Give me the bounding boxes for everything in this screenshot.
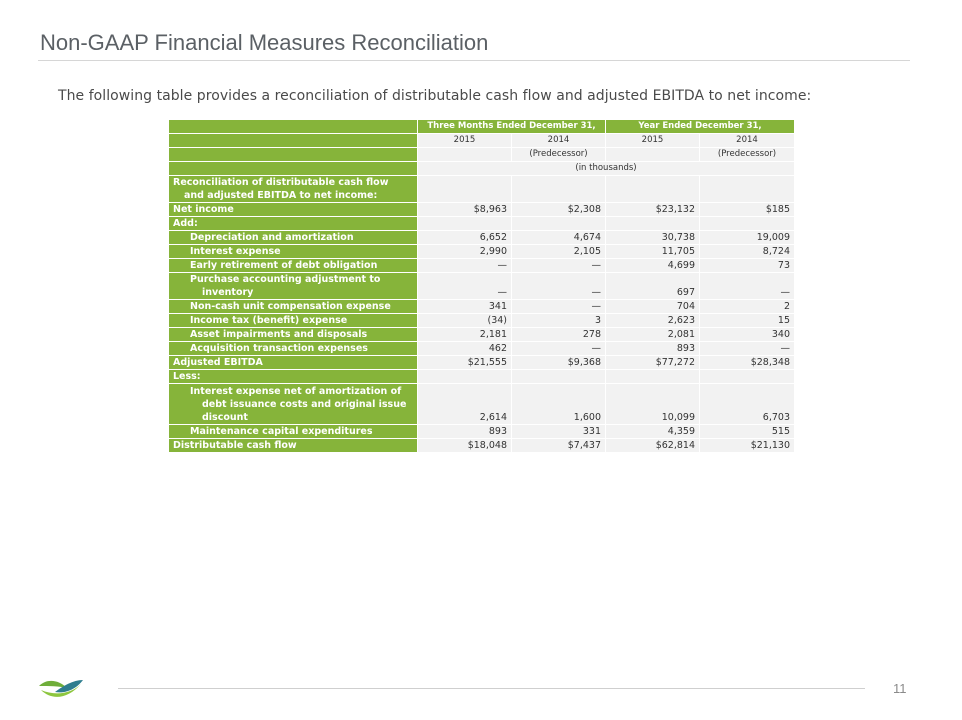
row-label: Net income bbox=[169, 203, 418, 217]
title-divider bbox=[38, 60, 910, 61]
table-row bbox=[169, 273, 795, 300]
value-cell: 704 bbox=[606, 300, 700, 314]
value-cell: — bbox=[512, 300, 606, 314]
reconciliation-table bbox=[169, 120, 795, 453]
value-cell: — bbox=[418, 259, 512, 273]
value-cell: 1,600 bbox=[512, 384, 606, 425]
value-cell: 893 bbox=[418, 425, 512, 439]
predecessor-label: (Predecessor) bbox=[512, 148, 606, 162]
value-cell: 4,359 bbox=[606, 425, 700, 439]
value-cell: $21,555 bbox=[418, 356, 512, 370]
value-cell: 4,699 bbox=[606, 259, 700, 273]
row-label: Less: bbox=[169, 370, 418, 384]
value-cell: 515 bbox=[700, 425, 795, 439]
group-header-year: Year Ended December 31, bbox=[606, 120, 795, 134]
table-row bbox=[169, 384, 795, 425]
footer-divider bbox=[118, 688, 865, 689]
value-cell: 697 bbox=[606, 273, 700, 300]
row-label: Add: bbox=[169, 217, 418, 231]
value-cell: 2,105 bbox=[512, 245, 606, 259]
section-heading-row bbox=[169, 176, 795, 203]
table-row bbox=[169, 231, 795, 245]
row-label: Asset impairments and disposals bbox=[169, 328, 418, 342]
value-cell: — bbox=[512, 259, 606, 273]
value-cell: 6,703 bbox=[700, 384, 795, 425]
year-header-row bbox=[169, 134, 795, 148]
table-row bbox=[169, 342, 795, 356]
value-cell: 2 bbox=[700, 300, 795, 314]
value-cell: 3 bbox=[512, 314, 606, 328]
value-cell: 341 bbox=[418, 300, 512, 314]
page-number: 11 bbox=[893, 681, 907, 696]
value-cell: $18,048 bbox=[418, 439, 512, 453]
value-cell: 2,081 bbox=[606, 328, 700, 342]
table-row bbox=[169, 245, 795, 259]
table-row bbox=[169, 439, 795, 453]
row-label: Maintenance capital expenditures bbox=[169, 425, 418, 439]
value-cell: 893 bbox=[606, 342, 700, 356]
row-label: Adjusted EBITDA bbox=[169, 356, 418, 370]
value-cell: 462 bbox=[418, 342, 512, 356]
value-cell: 30,738 bbox=[606, 231, 700, 245]
value-cell: $185 bbox=[700, 203, 795, 217]
value-cell: 8,724 bbox=[700, 245, 795, 259]
table-row bbox=[169, 370, 795, 384]
units-label: (in thousands) bbox=[418, 162, 795, 176]
table-row bbox=[169, 328, 795, 342]
value-cell: $9,368 bbox=[512, 356, 606, 370]
table-row bbox=[169, 217, 795, 231]
row-label: Purchase accounting adjustment to inventory bbox=[169, 273, 418, 300]
predecessor-label: (Predecessor) bbox=[700, 148, 795, 162]
value-cell: $23,132 bbox=[606, 203, 700, 217]
value-cell: 331 bbox=[512, 425, 606, 439]
company-leaf-logo-icon bbox=[37, 676, 85, 702]
value-cell: 19,009 bbox=[700, 231, 795, 245]
units-row bbox=[169, 162, 795, 176]
predecessor-label bbox=[606, 148, 700, 162]
value-cell: 73 bbox=[700, 259, 795, 273]
value-cell: $21,130 bbox=[700, 439, 795, 453]
value-cell: — bbox=[700, 273, 795, 300]
table-row bbox=[169, 356, 795, 370]
value-cell: 2,623 bbox=[606, 314, 700, 328]
value-cell: 2,990 bbox=[418, 245, 512, 259]
value-cell: 6,652 bbox=[418, 231, 512, 245]
value-cell: 278 bbox=[512, 328, 606, 342]
value-cell: $8,963 bbox=[418, 203, 512, 217]
row-label: Interest expense net of amortization of debt issuance costs and original issue discount bbox=[169, 384, 418, 425]
value-cell: — bbox=[512, 342, 606, 356]
row-label: Income tax (benefit) expense bbox=[169, 314, 418, 328]
slide-subtitle: The following table provides a reconciliation of distributable cash flow and adjusted EBITDA to net income: bbox=[58, 88, 812, 104]
predecessor-row bbox=[169, 148, 795, 162]
table-row bbox=[169, 314, 795, 328]
group-header-three-months: Three Months Ended December 31, bbox=[418, 120, 606, 134]
table-row bbox=[169, 259, 795, 273]
table-row bbox=[169, 300, 795, 314]
value-cell: $62,814 bbox=[606, 439, 700, 453]
row-label: Depreciation and amortization bbox=[169, 231, 418, 245]
year-header: 2014 bbox=[700, 134, 795, 148]
year-header: 2015 bbox=[418, 134, 512, 148]
value-cell: (34) bbox=[418, 314, 512, 328]
table-row bbox=[169, 203, 795, 217]
value-cell: 2,614 bbox=[418, 384, 512, 425]
value-cell: 2,181 bbox=[418, 328, 512, 342]
page-title: Non-GAAP Financial Measures Reconciliation bbox=[40, 30, 489, 55]
row-label: Non-cash unit compensation expense bbox=[169, 300, 418, 314]
value-cell: $77,272 bbox=[606, 356, 700, 370]
value-cell: — bbox=[512, 273, 606, 300]
value-cell: $28,348 bbox=[700, 356, 795, 370]
value-cell: — bbox=[418, 273, 512, 300]
value-cell: $7,437 bbox=[512, 439, 606, 453]
value-cell: — bbox=[700, 342, 795, 356]
predecessor-label bbox=[418, 148, 512, 162]
year-header: 2015 bbox=[606, 134, 700, 148]
value-cell: 4,674 bbox=[512, 231, 606, 245]
table-row bbox=[169, 425, 795, 439]
value-cell: 340 bbox=[700, 328, 795, 342]
row-label: Distributable cash flow bbox=[169, 439, 418, 453]
group-header-row bbox=[169, 120, 795, 134]
value-cell: 10,099 bbox=[606, 384, 700, 425]
header-label-cell bbox=[169, 120, 418, 134]
value-cell: $2,308 bbox=[512, 203, 606, 217]
row-label: Interest expense bbox=[169, 245, 418, 259]
section-heading: Reconciliation of distributable cash flow and adjusted EBITDA to net income: bbox=[169, 176, 418, 203]
value-cell: 11,705 bbox=[606, 245, 700, 259]
row-label: Acquisition transaction expenses bbox=[169, 342, 418, 356]
value-cell: 15 bbox=[700, 314, 795, 328]
row-label: Early retirement of debt obligation bbox=[169, 259, 418, 273]
year-header: 2014 bbox=[512, 134, 606, 148]
